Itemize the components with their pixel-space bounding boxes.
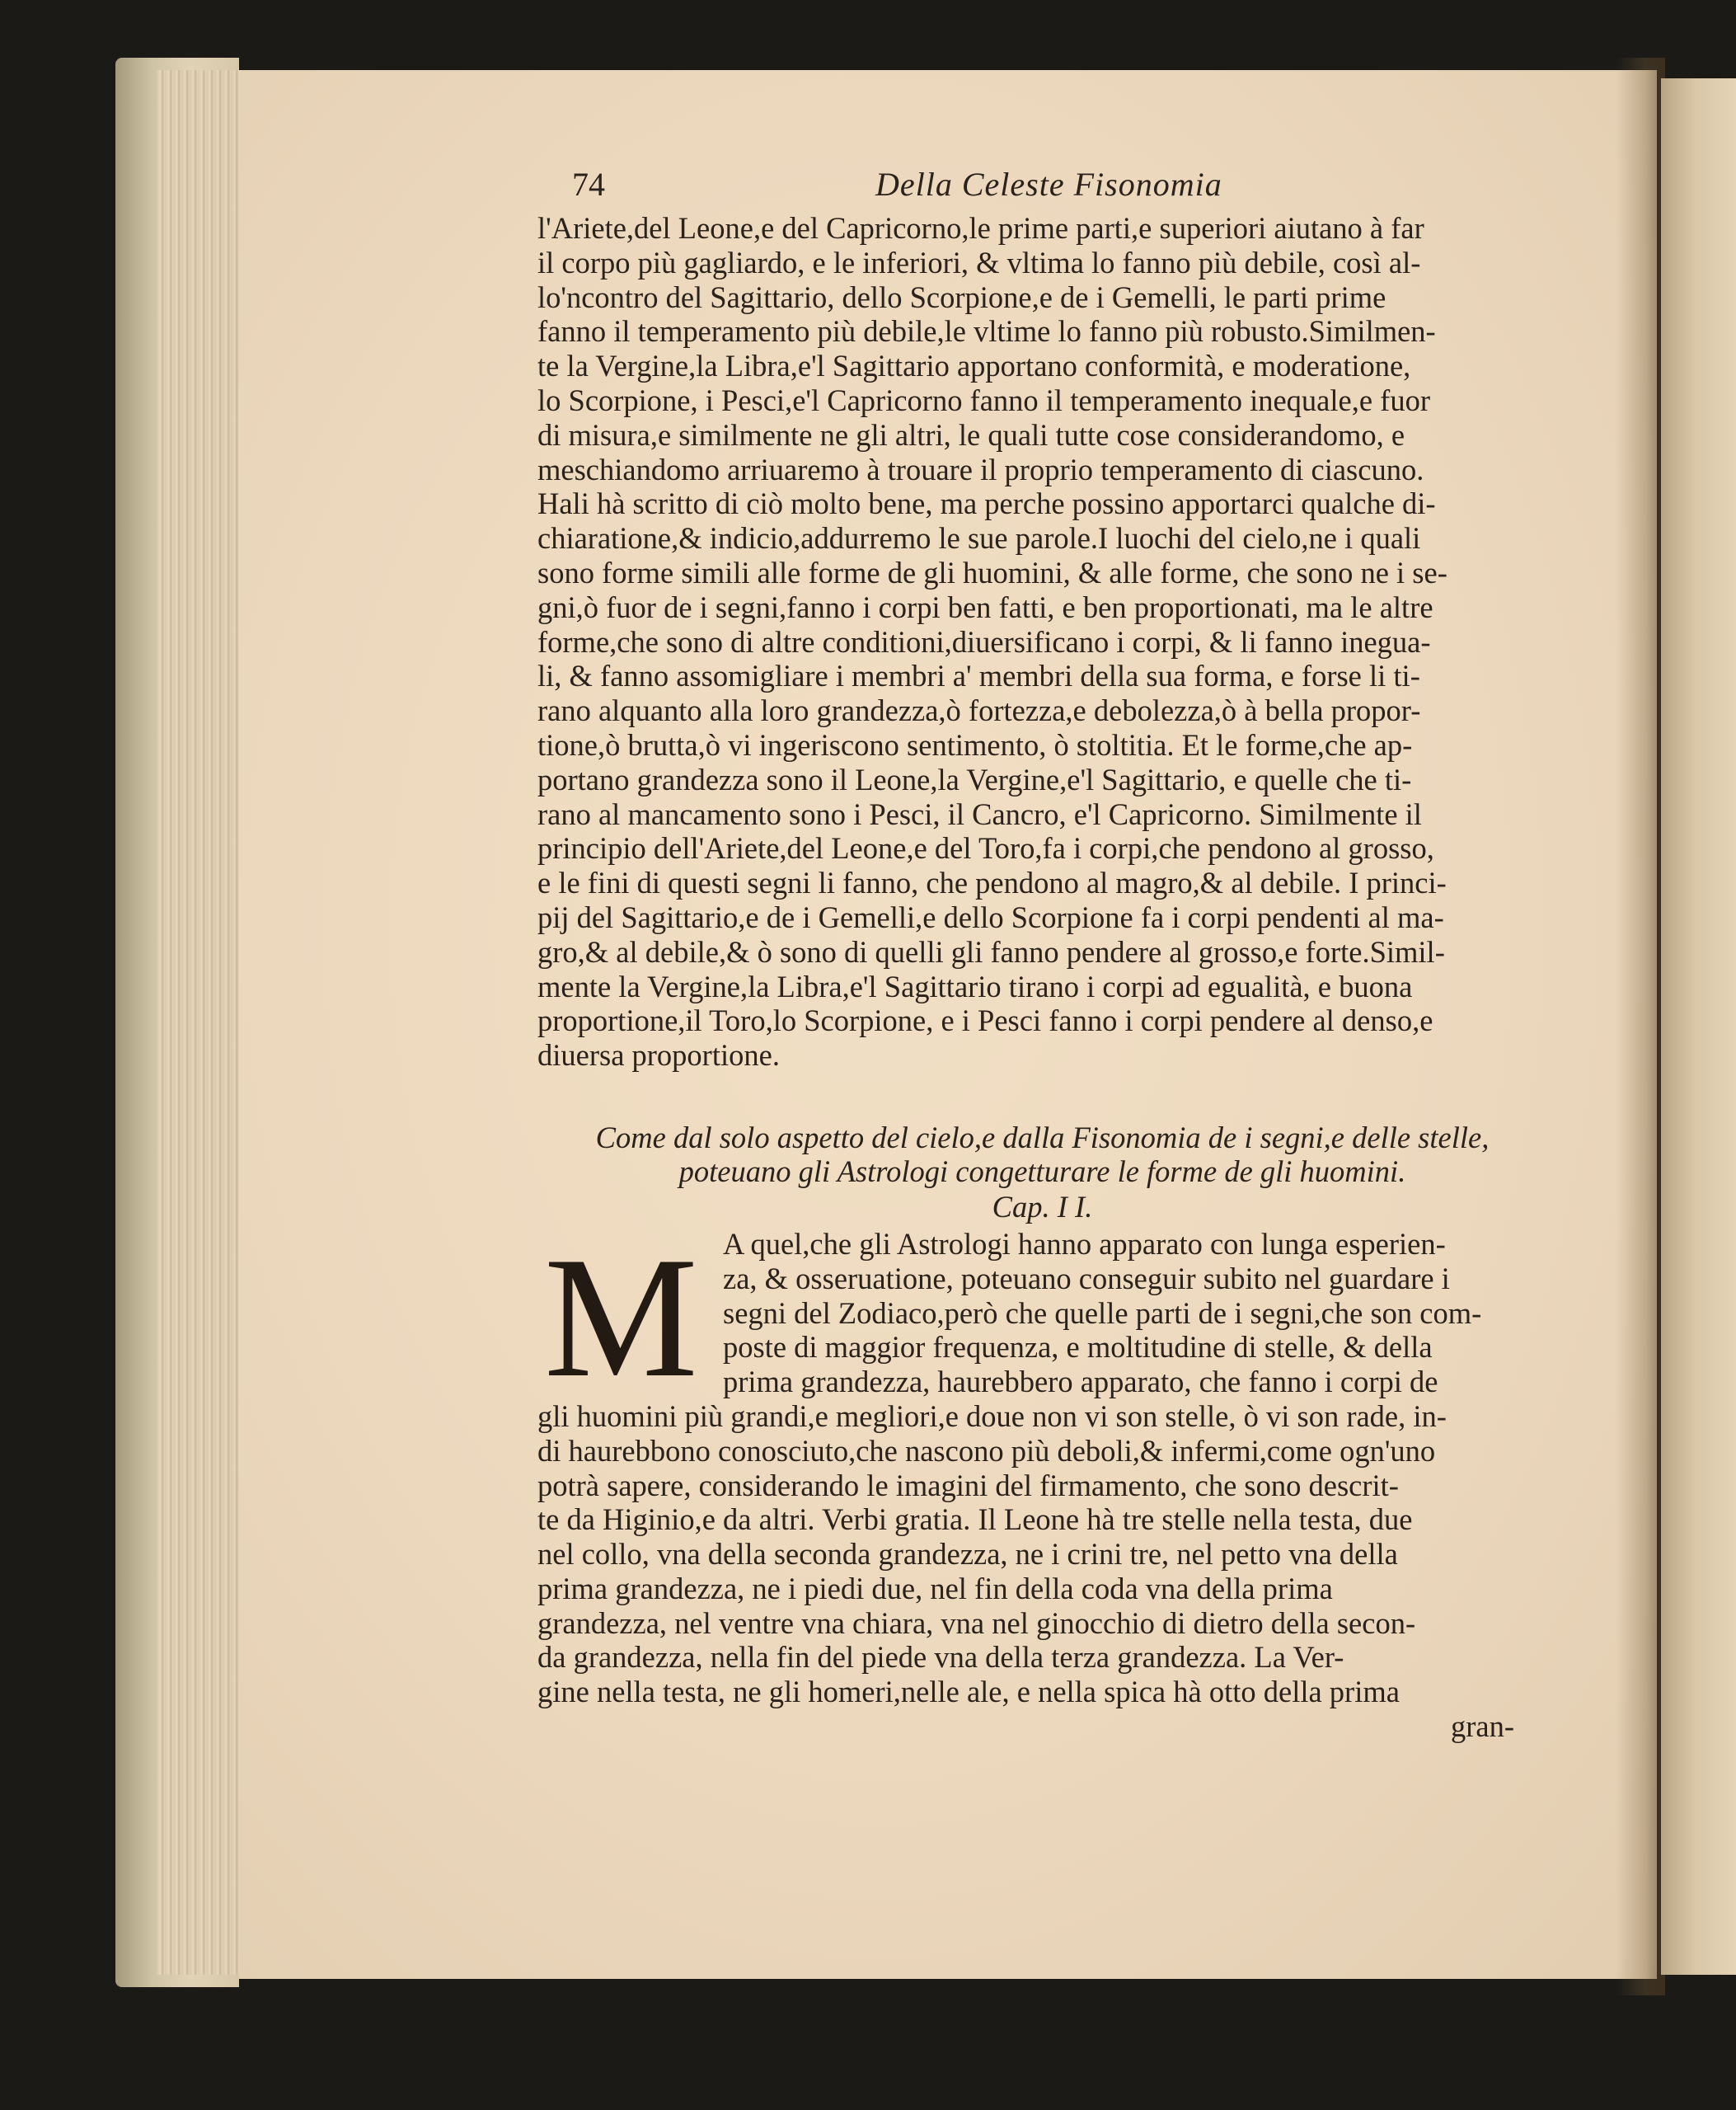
text-line: fanno il temperamento più debile,le vltime lo fanno più robusto.Similmen-	[537, 314, 1436, 349]
text-line: rano al mancamento sono i Pesci, il Cancro, e'l Capricorno. Similmente il	[537, 797, 1422, 831]
text-line: il corpo più gagliardo, e le inferiori, & vltima lo fanno più debile, così al-	[537, 245, 1421, 280]
text-line: nel collo, vna della seconda grandezza, ne i crini tre, nel petto vna della	[537, 1537, 1398, 1572]
catchword: gran-	[1450, 1709, 1514, 1744]
drop-capital: M	[544, 1221, 698, 1413]
text-line: l'Ariete,del Leone,e del Capricorno,le prime parti,e superiori aiutano à far	[537, 211, 1424, 245]
text-line: A quel,che gli Astrologi hanno apparato con lunga esperien-	[723, 1226, 1446, 1261]
text-line: e le fini di questi segni li fanno, che pendono al magro,& al debile. I princi-	[537, 866, 1447, 900]
page-number: 74	[572, 166, 605, 203]
page-text	[537, 165, 1547, 1744]
text-line: pij del Sagittario,e de i Gemelli,e dello Scorpione fa i corpi pendenti al ma-	[537, 900, 1444, 934]
text-line: principio dell'Ariete,del Leone,e del Toro,fa i corpi,che pendono al grosso,	[537, 831, 1434, 866]
text-line: prima grandezza, ne i piedi due, nel fin della coda vna della prima	[537, 1571, 1333, 1605]
text-line: lo'ncontro del Sagittario, dello Scorpione,e de i Gemelli, le parti prime	[537, 280, 1386, 314]
text-line: te da Higinio,e da altri. Verbi gratia. Il Leone hà tre stelle nella testa, due	[537, 1502, 1413, 1537]
chapter-title-line-1: Come dal solo aspetto del cielo,e dalla Fisonomia de i segni,e delle stelle,	[595, 1120, 1490, 1154]
page-edges	[157, 70, 247, 1975]
text-line: sono forme simili alle forme de gli huomini, & alle forme, che sono ne i se-	[537, 555, 1447, 590]
text-line: poste di maggior frequenza, e moltitudine di stelle, & della	[723, 1330, 1433, 1365]
text-line: proportione,il Toro,lo Scorpione, e i Pesci fanno i corpi pendere al denso,e	[537, 1003, 1433, 1038]
paragraph-2	[537, 1221, 1547, 1744]
paragraph-1	[537, 211, 1547, 1073]
text-line: potrà sapere, considerando le imagini del firmamento, che sono descrit-	[537, 1468, 1399, 1502]
running-head: Della Celeste Fisonomia	[875, 166, 1222, 203]
chapter-number: Cap. I I.	[992, 1189, 1093, 1224]
chapter-heading	[537, 1121, 1547, 1224]
text-line: portano grandezza sono il Leone,la Vergine,e'l Sagittario, e quelle che ti-	[537, 762, 1412, 797]
text-line: gni,ò fuor de i segni,fanno i corpi ben fatti, e ben proportionati, ma le altre	[537, 590, 1433, 624]
text-line: mente la Vergine,la Libra,e'l Sagittario tirano i corpi ad egualità, e buona	[537, 969, 1413, 1003]
text-line: da grandezza, nella fin del piede vna della terza grandezza. La Ver-	[537, 1640, 1344, 1675]
page-header	[537, 165, 1547, 211]
text-line: te la Vergine,la Libra,e'l Sagittario apportano conformità, e moderatione,	[537, 349, 1411, 383]
text-line: gro,& al debile,& ò sono di quelli gli fanno pendere al grosso,e forte.Simil-	[537, 934, 1445, 969]
text-line: di misura,e similmente ne gli altri, le quali tutte cose considerandomo, e	[537, 417, 1405, 452]
text-line: tione,ò brutta,ò vi ingeriscono sentimento, ò stoltitia. Et le forme,che ap-	[537, 727, 1413, 762]
text-line: meschiandomo arriuaremo à trouare il proprio temperamento di ciascuno.	[537, 452, 1424, 486]
text-line: gli huomini più grandi,e megliori,e doue non vi son stelle, ò vi son rade, in-	[537, 1398, 1447, 1433]
text-line: forme,che sono di altre conditioni,diuersificano i corpi, & li fanno inegua-	[537, 624, 1431, 659]
chapter-title-line-2: poteuano gli Astrologi congetturare le forme de gli huomini.	[678, 1154, 1406, 1188]
facing-page-edge	[1661, 78, 1736, 1975]
text-line: lo Scorpione, i Pesci,e'l Capricorno fanno il temperamento inequale,e fuor	[537, 383, 1430, 417]
text-line: chiaratione,& indicio,addurremo le sue parole.I luochi del cielo,ne i quali	[537, 521, 1421, 556]
text-line: prima grandezza, haurebbero apparato, che fanno i corpi de	[723, 1365, 1438, 1399]
page-gutter	[1616, 58, 1665, 1995]
text-line: grandezza, nel ventre vna chiara, vna nel ginocchio di dietro della secon-	[537, 1605, 1416, 1640]
text-line: li, & fanno assomigliare i membri a' membri della sua forma, e forse li ti-	[537, 659, 1420, 693]
text-line: Hali hà scritto di ciò molto bene, ma perche possino apportarci qualche di-	[537, 486, 1436, 521]
text-line: rano alquanto alla loro grandezza,ò fortezza,e debolezza,ò à bella propor-	[537, 693, 1421, 728]
text-line: diuersa proportione.	[537, 1038, 780, 1073]
text-line: gine nella testa, ne gli homeri,nelle ale, e nella spica hà otto della prima	[537, 1675, 1400, 1709]
text-line: za, & osseruatione, poteuano conseguir subito nel guardare i	[723, 1261, 1450, 1295]
text-line: di haurebbono conosciuto,che nascono più deboli,& infermi,come ogn'uno	[537, 1433, 1436, 1468]
text-line: segni del Zodiaco,però che quelle parti de i segni,che son com-	[723, 1295, 1482, 1330]
